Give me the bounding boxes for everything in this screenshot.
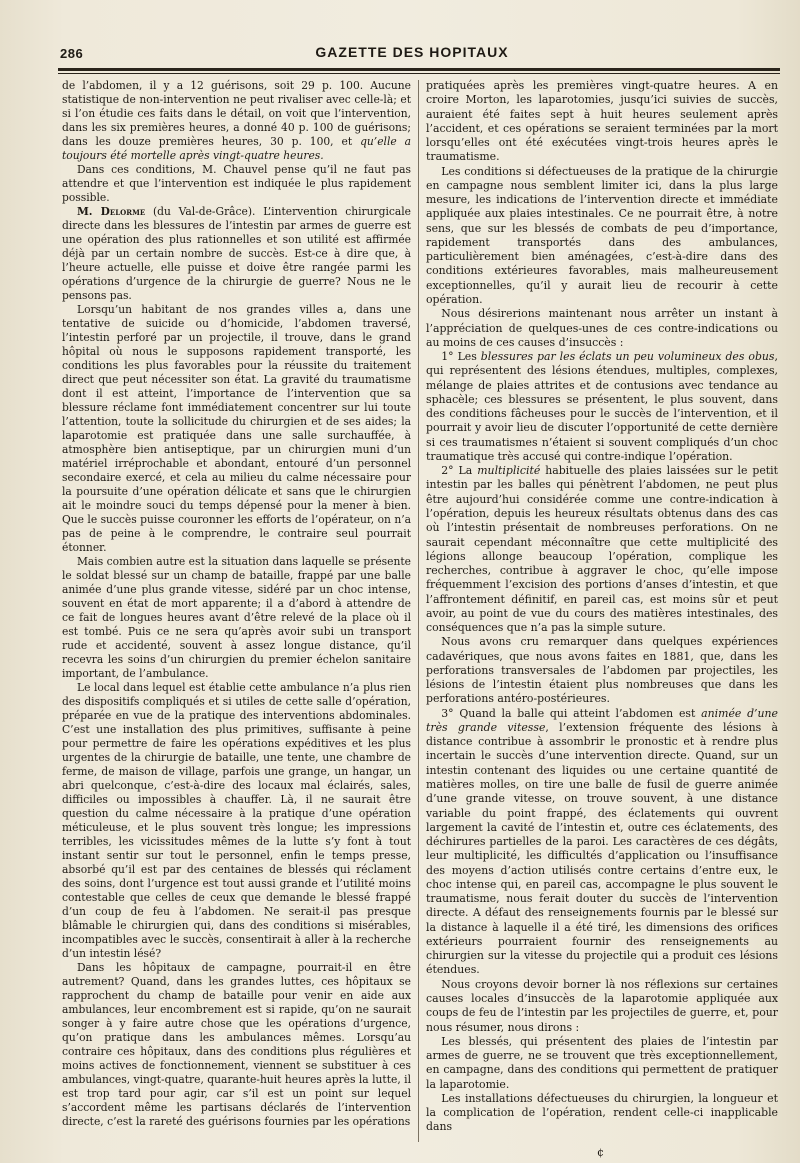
paragraph: pratiquées après les premières vingt-quatre heures. A en croire Morton, les laparotomies, jusqu’ici suivies de succès, auraient été faites sept à huit heures seulement après l’accident, et ces opérations se seraient terminées par la mort lorsqu’elles ont été exécutées vingt-trois heures après le traumatisme. [426, 79, 778, 164]
paragraph-text: 3° Quand la balle qui atteint l’abdomen est [441, 706, 702, 720]
paragraph: Le local dans lequel est établie cette ambulance n’a plus rien des dispositifs compliqués et si utiles de cette salle d’opération, préparée en vue de la pratique des interventions abdominales. C’est une installation des plus primitives, suffisante à peine pour permettre de faire les opérations expéditives et les plus urgentes de la chirurgie de bataille, une tente, une chambre de ferme, de maison de village, parfois une grange, un hangar, un abri quelconque, c’est-à-dire des locaux mal éclairés, sales, difficiles ou impossibles à chauffer. Là, il ne saurait être question du calme nécessaire à la pratique d’une opération méticuleuse, et le plus souvent très longue; les impressions terribles, les vicissitudes mêmes de la lutte s’y font à tout instant sentir sur tout le personnel, enfin le temps presse, absorbé qu’il est par des centaines de blessés qui réclament des soins, dont l’urgence est tout aussi grande et l’utilité moins contestable que celles de ceux que demande le blessé frappé d’un coup de feu à l’abdomen. Ne serait-il pas presque blâmable le chirurgien qui, dans des conditions si misérables, incompatibles avec le succès, consentirait à aller à la recherche d’un intestin lésé? [62, 681, 411, 960]
column-divider [418, 80, 419, 1142]
left-column [62, 79, 411, 1129]
emphasis-text: qu’elle a toujours été mortelle après vingt-quatre heures. [62, 135, 411, 162]
header-rule-thick [58, 68, 780, 71]
paragraph: Les conditions si défectueuses de la pratique de la chirurgie en campagne nous semblent limiter ici, dans la plus large mesure, les indications de l’intervention directe et immédiate appliquée aux plaies intestinales. Ce ne pourrait être, à notre sens, que sur les blessés de combats de peu d’importance, rapidement transportés dans des ambulances, particulièrement bien aménagées, c’est-à-dire dans des conditions extérieures favorables, mais malheureusement exceptionnelles, qu’il y aurait lieu de recourir à cette opération. [426, 164, 778, 306]
page-header [52, 44, 772, 68]
emphasis-text: animée d’une très grande vitesse [426, 706, 778, 734]
paragraph: Les installations défectueuses du chirurgien, la longueur et la complication de l’opération, rendent celle-ci inapplicable dans [426, 1091, 778, 1134]
emphasis-text: blessures par les éclats un peu volumineux des obus [480, 350, 775, 364]
paragraph [426, 707, 778, 978]
page-number: 286 [60, 46, 84, 61]
paragraph-text: (du Val-de-Grâce). L’intervention chirurgicale directe dans les blessures de l’intestin par armes de guerre est une opération des plus rationnelles et son utilité est affirmée déjà par un certain nombre de succès. Est-ce à dire que, à l’heure actuelle, elle puisse et doive être rangée parmi les opérations d’urgence de la chirurgie de guerre? Nous ne le pensons pas. [62, 205, 411, 302]
author-name: M. Delorme [76, 205, 146, 218]
paragraph-text: 1° Les [441, 350, 481, 364]
paragraph: Dans ces conditions, M. Chauvel pense qu’il ne faut pas attendre et que l’intervention est indiquée le plus rapidement possible. [62, 163, 411, 204]
paragraph-text: , l’extension fréquente des lésions à distance contribue à assombrir le pronostic et à rendre plus incertain le succès d’une intervention directe. Quand, sur un intestin contenant des liquides ou une certaine quantité de matières molles, on tire une balle de fusil de guerre animée d’une grande vitesse, on trouve souvent, à une distance variable du point frappé, des éclatements qui ouvrent largement la cavité de l’intestin et, outre ces éclatements, des déchirures partielles de la paroi. Les caractères de ces dégâts, leur multiplicité, les difficultés d’application ou l’insuffisance des moyens d’action utilisés contre certains d’entre eux, le choc intense qui, en pareil cas, accompagne le plus souvent le traumatisme, nous ferait douter du succès de l’intervention directe. A défaut des renseignements fournis par le blessé sur la distance à laquelle il a été tiré, les dimensions des orifices extérieurs pourraient fournir des renseignements au chirurgien sur la vitesse du projectile qui a produit ces lésions étendues. [426, 720, 778, 977]
right-column [426, 79, 778, 1135]
emphasis-text: multiplicité [477, 464, 541, 478]
paragraph: Nous croyons devoir borner là nos réflexions sur certaines causes locales d’insuccès de la laparotomie appliquée aux coups de feu de l’intestin par les projectiles de guerre, et, pour nous résumer, nous dirons : [426, 977, 778, 1034]
paragraph-text: 2° La [441, 464, 478, 478]
paragraph-text: , qui représentent des lésions étendues, multiples, complexes, mélange de plaies attrites et de contusions avec tendance au sphacèle; ces blessures se présentent, le plus souvent, dans des conditions fâcheuses pour le succès de l’intervention, et il pourrait y avoir lieu de discuter l’opportunité de cette dernière si ces traumatismes n’étaient si souvent compliqués d’un choc traumatique très accusé qui contre-indique l’opération. [426, 350, 778, 463]
paragraph-text: de l’abdomen, il y a 12 guérisons, soit 29 p. 100. Aucune statistique de non-intervention ne peut rivaliser avec celle-là; et si l’on étudie ces faits dans le détail, on voit que l’intervention, dans les six premières heures, a donné 40 p. 100 de guérisons; dans les douze premières heures, 30 p. 100, et [62, 79, 411, 148]
paragraph: Nous désirerions maintenant nous arrêter un instant à l’appréciation de quelques-unes de ces contre-indications ou au moins de ces causes d’insuccès : [426, 307, 778, 349]
paragraph: Lorsqu’un habitant de nos grandes villes a, dans une tentative de suicide ou d’homicide, l’abdomen traversé, l’intestin perforé par un projectile, il trouve, dans le grand hôpital où nous le supposons rapidement transporté, les conditions les plus favorables pour la réussite du traitement direct que peut nécessiter son état. La gravité du traumatisme dont il est atteint, l’importance de l’intervention que sa blessure réclame font immédiatement concentrer sur lui toute l’attention, toute la sollicitude du chirurgien et de ses aides; la laparotomie est pratiquée dans une salle surchauffée, à atmosphère bien antiseptique, par un chirurgien muni d’un matériel irréprochable et abondant, entouré d’un personnel secondaire exercé, et cela au milieu du calme nécessaire pour la poursuite d’une opération délicate et sans que le chirurgien ait le moindre souci du temps dépensé pour la mener à bien. Que le succès puisse couronner les efforts de l’opérateur, on n’a pas de peine à le comprendre, le contraire seul pourrait étonner. [62, 303, 411, 554]
paragraph: Mais combien autre est la situation dans laquelle se présente le soldat blessé sur un champ de bataille, frappé par une balle animée d’une plus grande vitesse, sidéré par un choc intense, souvent en état de mort apparente; il a d’abord à attendre de ce fait de longues heures avant d’être relevé de la place où il est tombé. Puis ce ne sera qu’après avoir subi un transport rude et accidenté, souvent à assez longue distance, qu’il recevra les soins d’un chirurgien du premier échelon sanitaire important, de l’ambulance. [62, 555, 411, 680]
paragraph [426, 350, 778, 464]
paragraph: Dans les hôpitaux de campagne, pourrait-il en être autrement? Quand, dans les grandes luttes, ces hôpitaux se rapprochent du champ de bataille pour venir en aide aux ambulances, leur encombrement est si rapide, qu’on ne saurait songer à y faire autre chose que les opérations d’urgence, qu’on pratique dans les ambulances mêmes. Lorsqu’au contraire ces hôpitaux, dans des conditions plus régulières et moins actives de fonctionnement, viennent se substituer à ces ambulances, vingt-quatre, quarante-huit heures après la lutte, il est trop tard pour agir, car s’il est un point sur lequel s’accordent même les partisans déclarés de l’intervention directe, c’est la rareté des guérisons fournies par les opérations [62, 961, 411, 1128]
paragraph-text: habituelle des plaies laissées sur le petit intestin par les balles qui pénètrent l’abdomen, ne peut plus être aujourd’hui considérée comme une contre-indication à l’opération, depuis les heureux résultats obtenus dans des cas où l’intestin présentait de nombreuses perforations. On ne saurait cependant méconnaître que cette multiplicité des légions allonge beaucoup l’opération, complique les recherches, contribue à aggraver le choc, qu’elle impose fréquemment l’excision des portions d’anses d’intestin, et que l’affrontement définitif, en pareil cas, est moins sûr et peut avoir, au point de vue du cours des matières intestinales, des conséquences que n’a pas la simple suture. [426, 464, 778, 635]
paragraph [62, 205, 411, 303]
paragraph: Les blessés, qui présentent des plaies de l’intestin par armes de guerre, ne se trouvent que très exceptionnellement, en campagne, dans des conditions qui permettent de pratiquer la laparotomie. [426, 1034, 778, 1091]
running-head: GAZETTE DES HOPITAUX [315, 44, 509, 60]
footer-mark: ¢ [597, 1146, 604, 1159]
paragraph [426, 464, 778, 635]
paragraph [62, 79, 411, 163]
paragraph: Nous avons cru remarquer dans quelques expériences cadavériques, que nous avons faites en 1881, que, dans les perforations transversales de l’abdomen par projectiles, les lésions de l’intestin étaient plus nombreuses que dans les perforations antéro-postérieures. [426, 635, 778, 706]
header-rule-thin [58, 73, 780, 74]
